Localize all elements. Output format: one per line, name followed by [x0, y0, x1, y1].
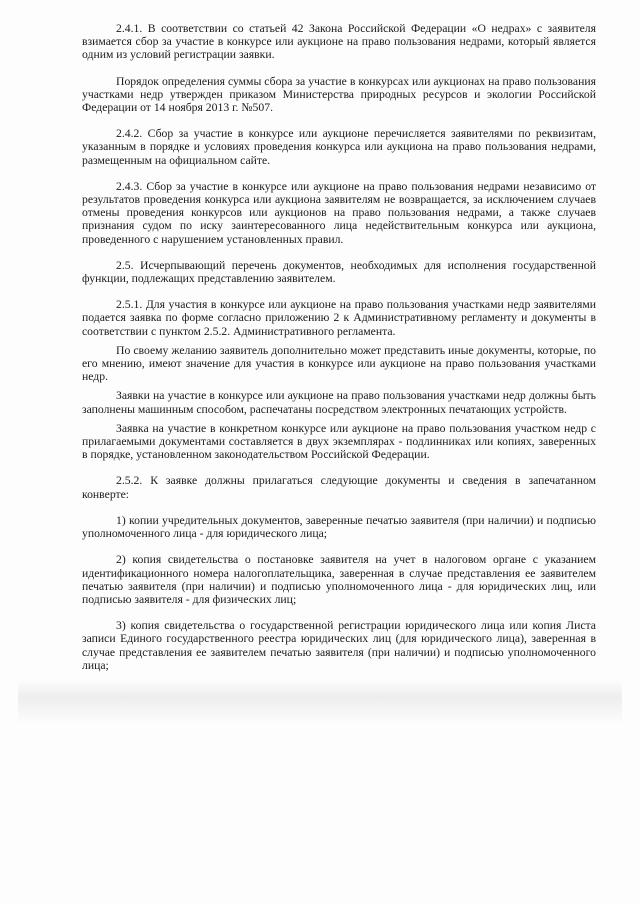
- paragraph-2-4-3: 2.4.3. Сбор за участие в конкурсе или аукционе на право пользования недрами независимо от результатов проведения конкурса или аукциона заявителям не возвращается, за исключением случаев отмены проведения конкурсов или аукционов на право пользования недрами, а также случаев признания судом по иску заинтересованного лица недействительным конкурса или аукциона, проведенного с нарушением установленных правил.: [82, 179, 596, 246]
- paragraph-fee-procedure: Порядок определения суммы сбора за участие в конкурсах или аукционах на право пользования участками недр утвержден приказом Министерства природных ресурсов и экологии Российской Федерации от 14 ноября 2013 г. №507.: [82, 74, 596, 115]
- list-item-1: 1) копии учредительных документов, заверенные печатью заявителя (при наличии) и подписью уполномоченного лица - для юридического лица;: [82, 513, 596, 541]
- paragraph-application-format: Заявки на участие в конкурсе или аукционе на право пользования участками недр должны быть заполнены машинным способом, распечатаны посредством электронных печатающих устройств.: [82, 389, 596, 416]
- list-item-2: 2) копия свидетельства о постановке заявителя на учет в налоговом органе с указанием идентификационного номера налогоплательщика, заверенная в случае представления ее заявителем печатью заявителя (при наличии) и подписью уполномоченного лица - для юридических лиц, или подписью заявителя - для физических лиц;: [82, 553, 596, 606]
- paragraph-2-5: 2.5. Исчерпывающий перечень документов, необходимых для исполнения государственной функции, подлежащих представлению заявителем.: [82, 258, 596, 286]
- paragraph-2-4-1: 2.4.1. В соответствии со статьей 42 Закона Российской Федерации «О недрах» с заявителя взимается сбор за участие в конкурсе или аукционе на право пользования недрами, который является одним из условий регистрации заявки.: [82, 22, 596, 62]
- scan-artifact: [18, 680, 622, 724]
- paragraph-additional-documents: По своему желанию заявитель дополнительно может представить иные документы, которые, по его мнению, имеют значение для участия в конкурсе или аукционе на право пользования участками недр.: [82, 343, 596, 384]
- list-item-3: 3) копия свидетельства о государственной регистрации юридического лица или копия Листа записи Единого государственного реестра юридических лиц (для юридического лица), заверенная в случае представления ее заявителем печатью заявителя (при наличии) и подписью уполномоченного лица;: [82, 619, 596, 672]
- paragraph-2-4-2: 2.4.2. Сбор за участие в конкурсе или аукционе перечисляется заявителями по реквизитам, указанным в порядке и условиях проведения конкурса или аукциона на право пользования недрами, размещенным на официальном сайте.: [82, 127, 596, 167]
- paragraph-2-5-2: 2.5.2. К заявке должны прилагаться следующие документы и сведения в запечатанном конверте:: [82, 474, 596, 501]
- document-body: [82, 22, 596, 672]
- paragraph-application-copies: Заявка на участие в конкретном конкурсе или аукционе на право пользования участком недр с прилагаемыми документами составляется в двух экземплярах - подлинниках или копиях, заверенных в порядке, установленном законодательством Российской Федерации.: [82, 421, 596, 462]
- paragraph-2-5-1: 2.5.1. Для участия в конкурсе или аукционе на право пользования участками недр заявителями подается заявка по форме согласно приложению 2 к Административному регламенту и документы в соответствии с пунктом 2.5.2. Административного регламента.: [82, 298, 596, 338]
